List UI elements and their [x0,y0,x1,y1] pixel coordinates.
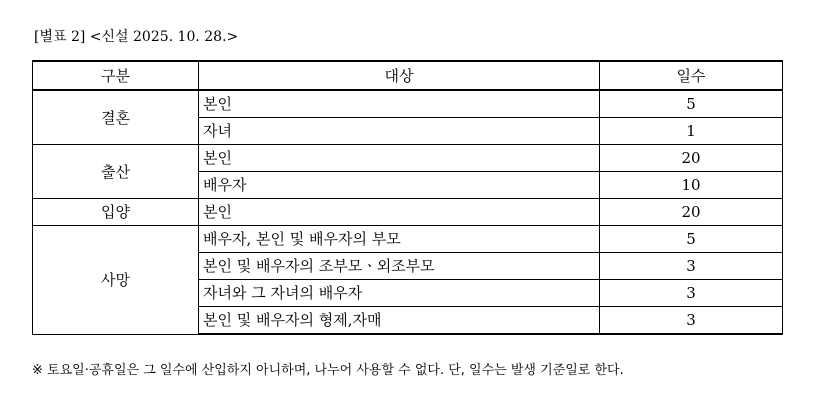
target-cell: 배우자 [199,172,600,199]
category-cell-death: 사망 [33,226,199,335]
header-category: 구분 [33,61,199,90]
category-cell-marriage: 결혼 [33,90,199,145]
target-cell: 본인 [199,90,600,118]
leave-days-table [32,60,783,335]
target-cell: 본인 [199,145,600,172]
target-cell: 배우자, 본인 및 배우자의 부모 [199,226,600,253]
table-row [33,226,783,253]
header-target: 대상 [199,61,600,90]
days-cell: 3 [600,253,783,280]
days-cell: 20 [600,199,783,226]
days-cell: 3 [600,307,783,335]
target-cell: 본인 및 배우자의 조부모ㆍ외조부모 [199,253,600,280]
table-row [33,199,783,226]
footnote: ※ 토요일·공휴일은 그 일수에 산입하지 아니하며, 나누어 사용할 수 없다. 단, 일수는 발생 기준일로 한다. [32,363,624,378]
header-days: 일수 [600,61,783,90]
target-cell: 자녀 [199,118,600,145]
target-cell: 본인 [199,199,600,226]
target-cell: 본인 및 배우자의 형제,자매 [199,307,600,335]
table-header-row [33,61,783,90]
table-caption: [별표 2] <신설 2025. 10. 28.> [34,29,239,45]
target-cell: 자녀와 그 자녀의 배우자 [199,280,600,307]
days-cell: 3 [600,280,783,307]
days-cell: 10 [600,172,783,199]
category-cell-birth: 출산 [33,145,199,199]
days-cell: 1 [600,118,783,145]
table-row [33,145,783,172]
days-cell: 20 [600,145,783,172]
days-cell: 5 [600,226,783,253]
days-cell: 5 [600,90,783,118]
category-cell-adoption: 입양 [33,199,199,226]
table-row [33,90,783,118]
